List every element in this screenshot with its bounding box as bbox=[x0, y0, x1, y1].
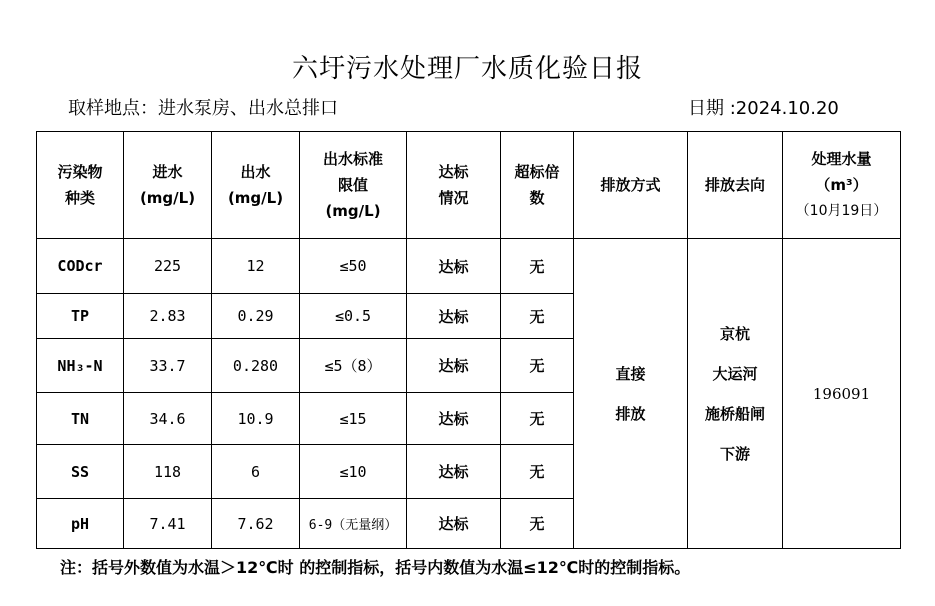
limit-value: ≤10 bbox=[300, 445, 407, 499]
compliance-status: 达标 bbox=[407, 294, 501, 339]
limit-value: ≤0.5 bbox=[300, 294, 407, 339]
compliance-status: 达标 bbox=[407, 393, 501, 445]
header-discharge-method: 排放方式 bbox=[574, 132, 688, 239]
water-quality-table bbox=[36, 131, 901, 549]
header-row bbox=[37, 132, 901, 239]
exceed-value: 无 bbox=[501, 393, 574, 445]
inflow-value: 34.6 bbox=[124, 393, 212, 445]
pollutant-name: CODcr bbox=[37, 239, 124, 294]
inflow-value: 225 bbox=[124, 239, 212, 294]
limit-value: 6-9（无量纲） bbox=[300, 499, 407, 549]
compliance-status: 达标 bbox=[407, 239, 501, 294]
inflow-value: 33.7 bbox=[124, 339, 212, 393]
pollutant-name: pH bbox=[37, 499, 124, 549]
inflow-value: 7.41 bbox=[124, 499, 212, 549]
header-exceed: 超标倍 数 bbox=[501, 132, 574, 239]
header-volume: 处理水量 （m³） （10月19日） bbox=[783, 132, 901, 239]
outflow-value: 7.62 bbox=[212, 499, 300, 549]
limit-value: ≤50 bbox=[300, 239, 407, 294]
limit-value: ≤15 bbox=[300, 393, 407, 445]
header-outflow: 出水 (mg/L) bbox=[212, 132, 300, 239]
outflow-value: 6 bbox=[212, 445, 300, 499]
discharge-method: 直接 排放 bbox=[574, 239, 688, 549]
table-row bbox=[37, 239, 901, 294]
inflow-value: 2.83 bbox=[124, 294, 212, 339]
outflow-value: 12 bbox=[212, 239, 300, 294]
header-limit: 出水标准 限值 (mg/L) bbox=[300, 132, 407, 239]
header-inflow: 进水 (mg/L) bbox=[124, 132, 212, 239]
pollutant-name: TP bbox=[37, 294, 124, 339]
outflow-value: 0.29 bbox=[212, 294, 300, 339]
exceed-value: 无 bbox=[501, 239, 574, 294]
footnote: 注：括号外数值为水温＞12℃时 的控制指标，括号内数值为水温≤12℃时的控制指标。 bbox=[60, 558, 691, 577]
exceed-value: 无 bbox=[501, 339, 574, 393]
treated-volume: 196091 bbox=[783, 239, 901, 549]
compliance-status: 达标 bbox=[407, 445, 501, 499]
compliance-status: 达标 bbox=[407, 339, 501, 393]
limit-value: ≤5（8） bbox=[300, 339, 407, 393]
header-discharge-destination: 排放去向 bbox=[688, 132, 783, 239]
report-title: 六圩污水处理厂水质化验日报 bbox=[291, 54, 643, 84]
inflow-value: 118 bbox=[124, 445, 212, 499]
discharge-destination: 京杭 大运河 施桥船闸 下游 bbox=[688, 239, 783, 549]
report-date: 日期 :2024.10.20 bbox=[688, 98, 839, 119]
exceed-value: 无 bbox=[501, 499, 574, 549]
compliance-status: 达标 bbox=[407, 499, 501, 549]
pollutant-name: NH₃-N bbox=[37, 339, 124, 393]
pollutant-name: SS bbox=[37, 445, 124, 499]
header-compliance: 达标 情况 bbox=[407, 132, 501, 239]
header-pollutant: 污染物 种类 bbox=[37, 132, 124, 239]
outflow-value: 10.9 bbox=[212, 393, 300, 445]
sample-location: 取样地点：进水泵房、出水总排口 bbox=[68, 98, 338, 119]
pollutant-name: TN bbox=[37, 393, 124, 445]
exceed-value: 无 bbox=[501, 294, 574, 339]
outflow-value: 0.280 bbox=[212, 339, 300, 393]
exceed-value: 无 bbox=[501, 445, 574, 499]
